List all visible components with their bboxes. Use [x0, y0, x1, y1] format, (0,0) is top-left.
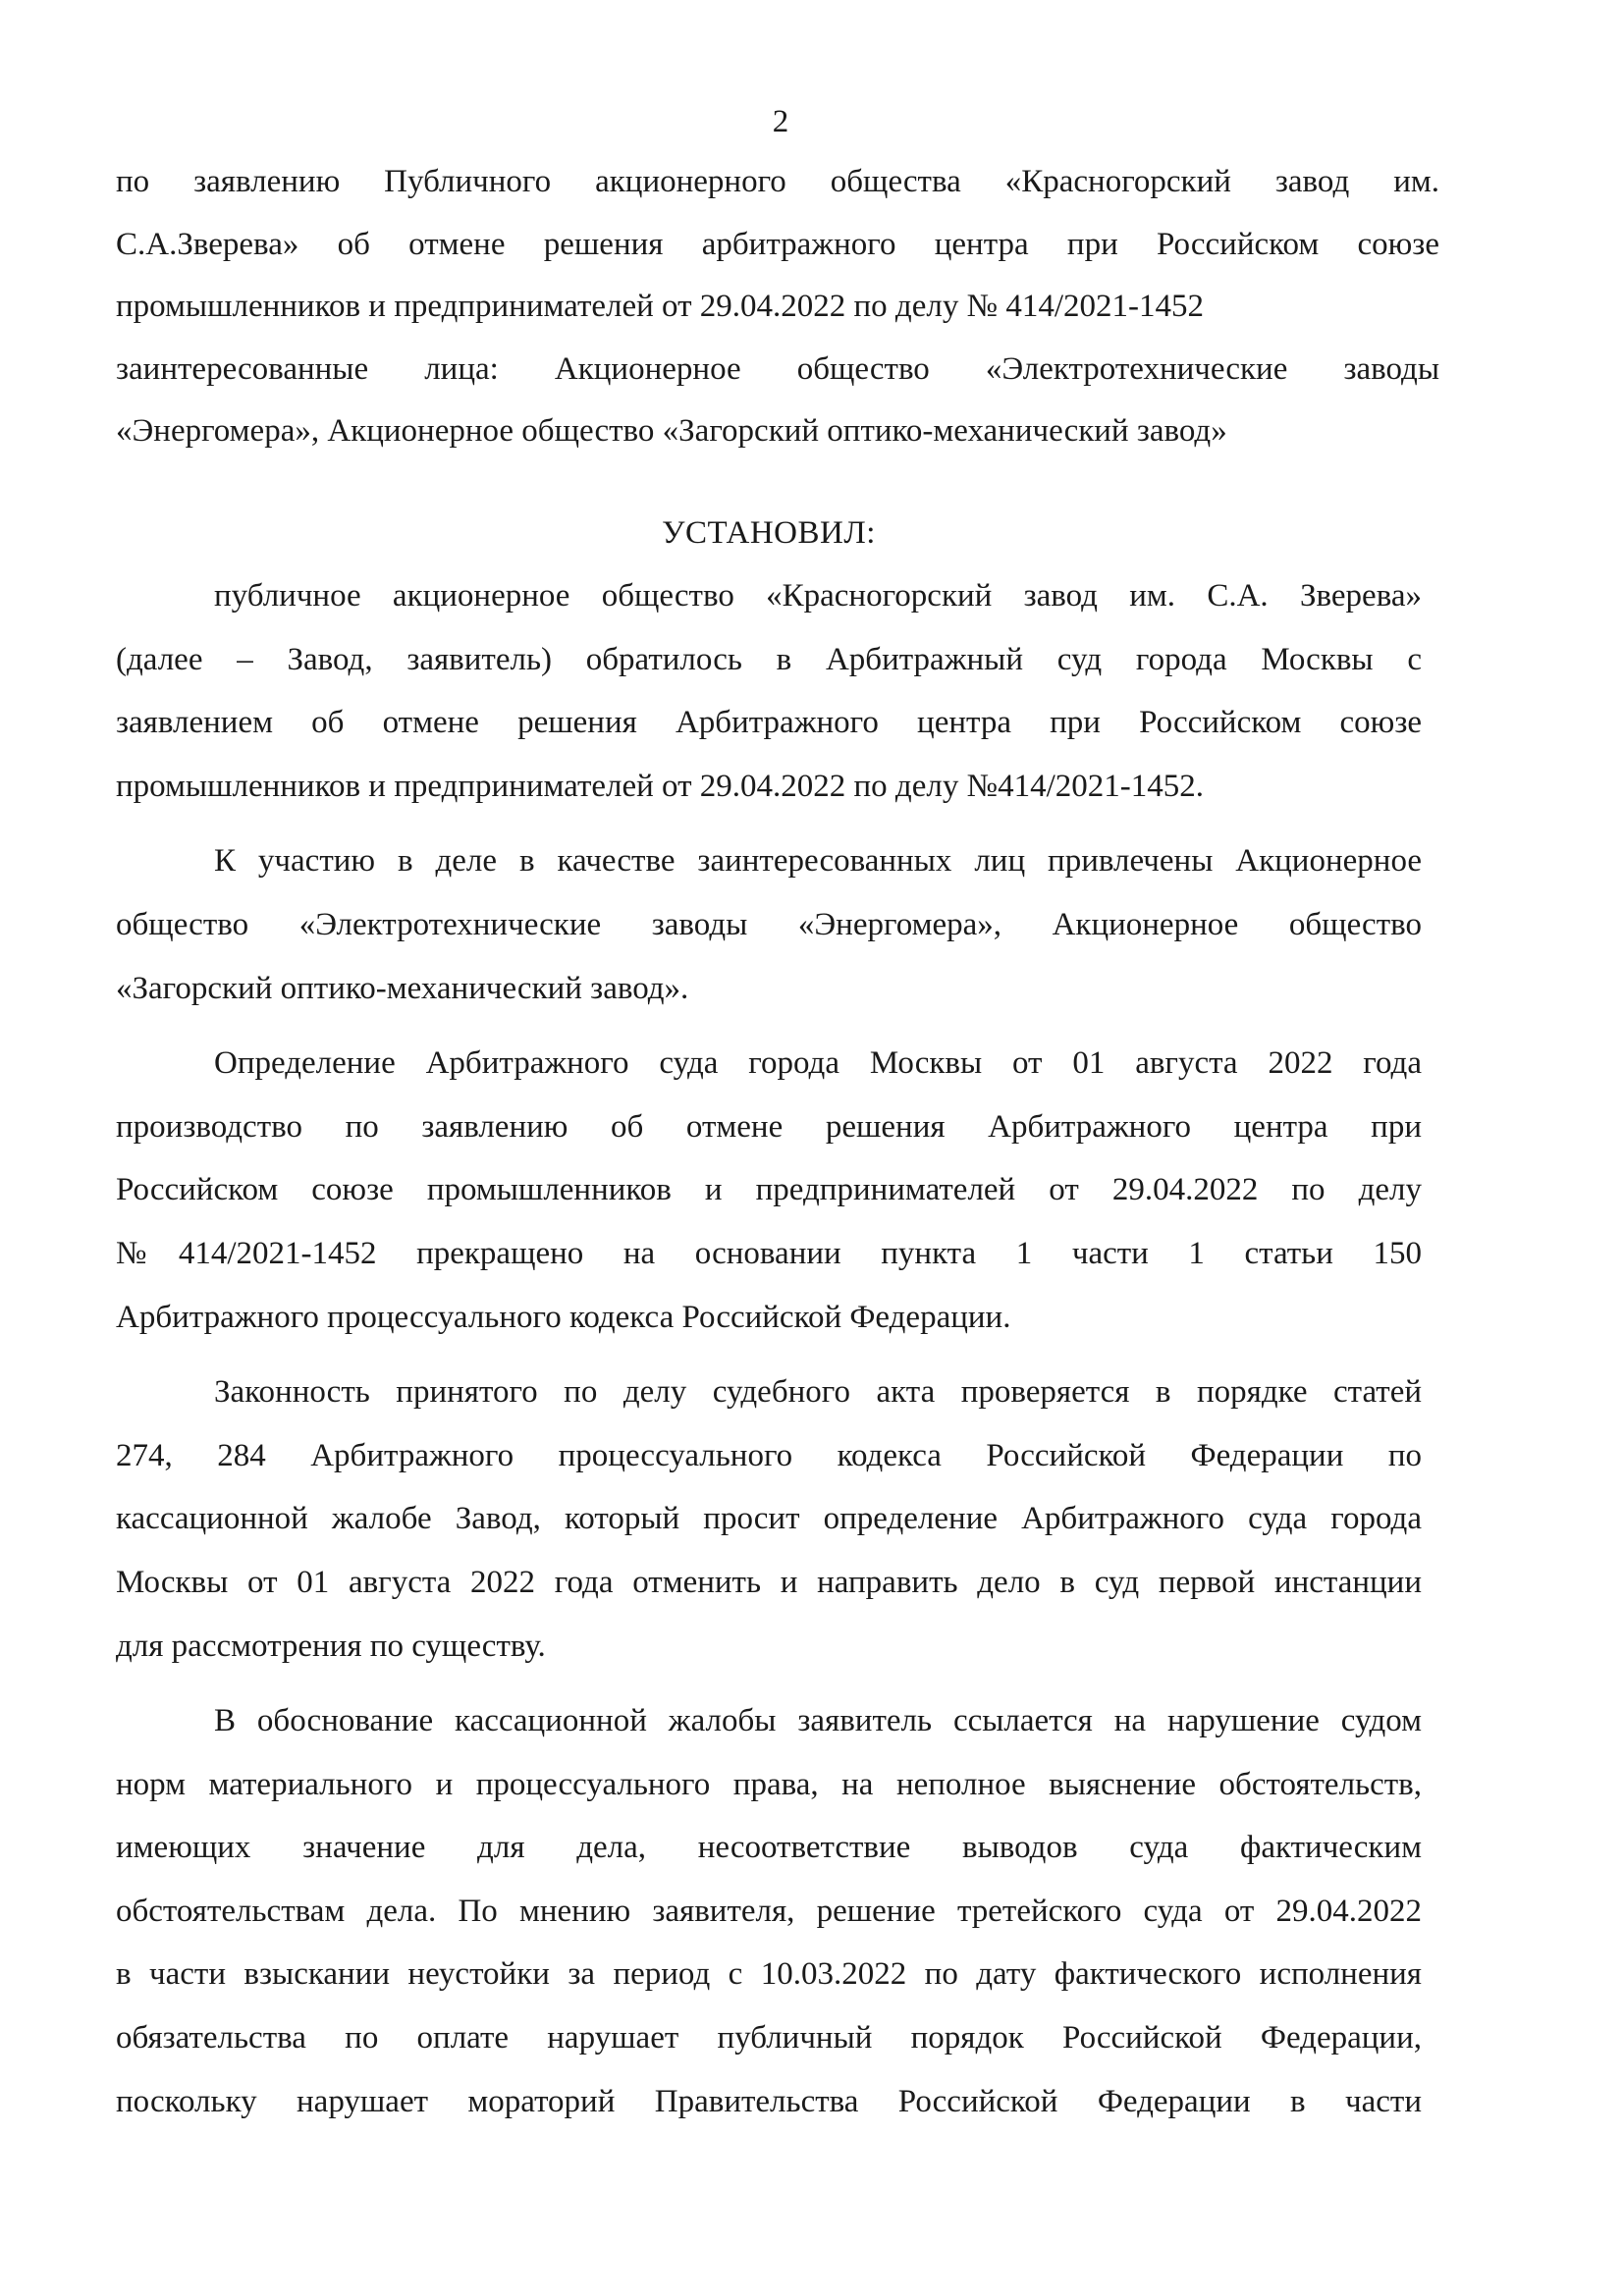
paragraph-line: Арбитражного процессуального кодекса Российской Федерации.: [116, 1299, 1011, 1335]
body-text: [116, 564, 1422, 2133]
paragraph-2: [116, 829, 1422, 1020]
paragraph-line: «Загорский оптико-механический завод».: [116, 970, 689, 1006]
paragraph-line: 274, 284 Арбитражного процессуального кодекса Российской Федерации по: [116, 1437, 1422, 1473]
paragraph-line: №414/2021-1452 прекращено на основании пункта 1 части 1 статьи 150: [116, 1235, 1422, 1271]
paragraph-1: [116, 564, 1422, 818]
paragraph-line: обстоятельствам дела. По мнению заявителя, решение третейского суда от 29.04.2022: [116, 1893, 1422, 1929]
paragraph-4: [116, 1361, 1422, 1678]
paragraph-line: поскольку нарушает мораторий Правительства Российской Федерации в части: [116, 2083, 1422, 2119]
paragraph-line: Определение Арбитражного суда города Москвы от 01 августа 2022 года: [214, 1045, 1422, 1082]
paragraph-line: для рассмотрения по существу.: [116, 1628, 546, 1664]
paragraph-3: [116, 1032, 1422, 1349]
paragraph-line: Москвы от 01 августа 2022 года отменить и направить дело в суд первой инстанции: [116, 1564, 1422, 1600]
paragraph-line: заявлением об отмене решения Арбитражного центра при Российском союзе: [116, 705, 1422, 741]
paragraph-line: имеющих значение для дела, несоответствие выводов суда фактическим: [116, 1830, 1422, 1866]
intro-line: С.А.Зверева» об отмене решения арбитражного центра при Российском союзе: [116, 226, 1439, 262]
intro-line: «Энергомера», Акционерное общество «Загорский оптико-механический завод»: [116, 413, 1227, 449]
paragraph-line: К участию в деле в качестве заинтересованных лиц привлечены Акционерное: [214, 843, 1422, 880]
paragraph-line: кассационной жалобе Завод, который просит определение Арбитражного суда города: [116, 1501, 1422, 1537]
paragraph-line: норм материального и процессуального права, на неполное выяснение обстоятельств,: [116, 1766, 1422, 1802]
paragraph-line: публичное акционерное общество «Красногорский завод им. С.А. Зверева»: [214, 578, 1422, 614]
paragraph-line: В обоснование кассационной жалобы заявитель ссылается на нарушение судом: [214, 1703, 1422, 1739]
case-intro: [116, 151, 1439, 463]
paragraph-line: общество «Электротехнические заводы «Энергомера», Акционерное общество: [116, 906, 1422, 942]
paragraph-line: Российском союзе промышленников и предпринимателей от 29.04.2022 по делу: [116, 1172, 1422, 1208]
intro-line: заинтересованные лица: Акционерное общество «Электротехнические заводы: [116, 350, 1439, 387]
paragraph-line: (далее – Завод, заявитель) обратилось в Арбитражный суд города Москвы с: [116, 641, 1422, 677]
section-heading: УСТАНОВИЛ:: [662, 514, 876, 551]
intro-line: промышленников и предпринимателей от 29.04.2022 по делу № 414/2021-1452: [116, 289, 1204, 324]
paragraph-line: обязательства по оплате нарушает публичный порядок Российской Федерации,: [116, 2020, 1422, 2056]
document-content: [116, 151, 1439, 2133]
paragraph-line: в части взыскании неустойки за период с 10.03.2022 по дату фактического исполнения: [116, 1956, 1422, 1993]
page-number: 2: [772, 104, 789, 139]
intro-line: по заявлению Публичного акционерного общества «Красногорский завод им.: [116, 164, 1439, 199]
paragraph-line: промышленников и предпринимателей от 29.04.2022 по делу №414/2021-1452.: [116, 768, 1204, 804]
paragraph-5: [116, 1689, 1422, 2133]
paragraph-line: производство по заявлению об отмене решения Арбитражного центра при: [116, 1108, 1422, 1145]
paragraph-line: Законность принятого по делу судебного акта проверяется в порядке статей: [214, 1374, 1422, 1411]
